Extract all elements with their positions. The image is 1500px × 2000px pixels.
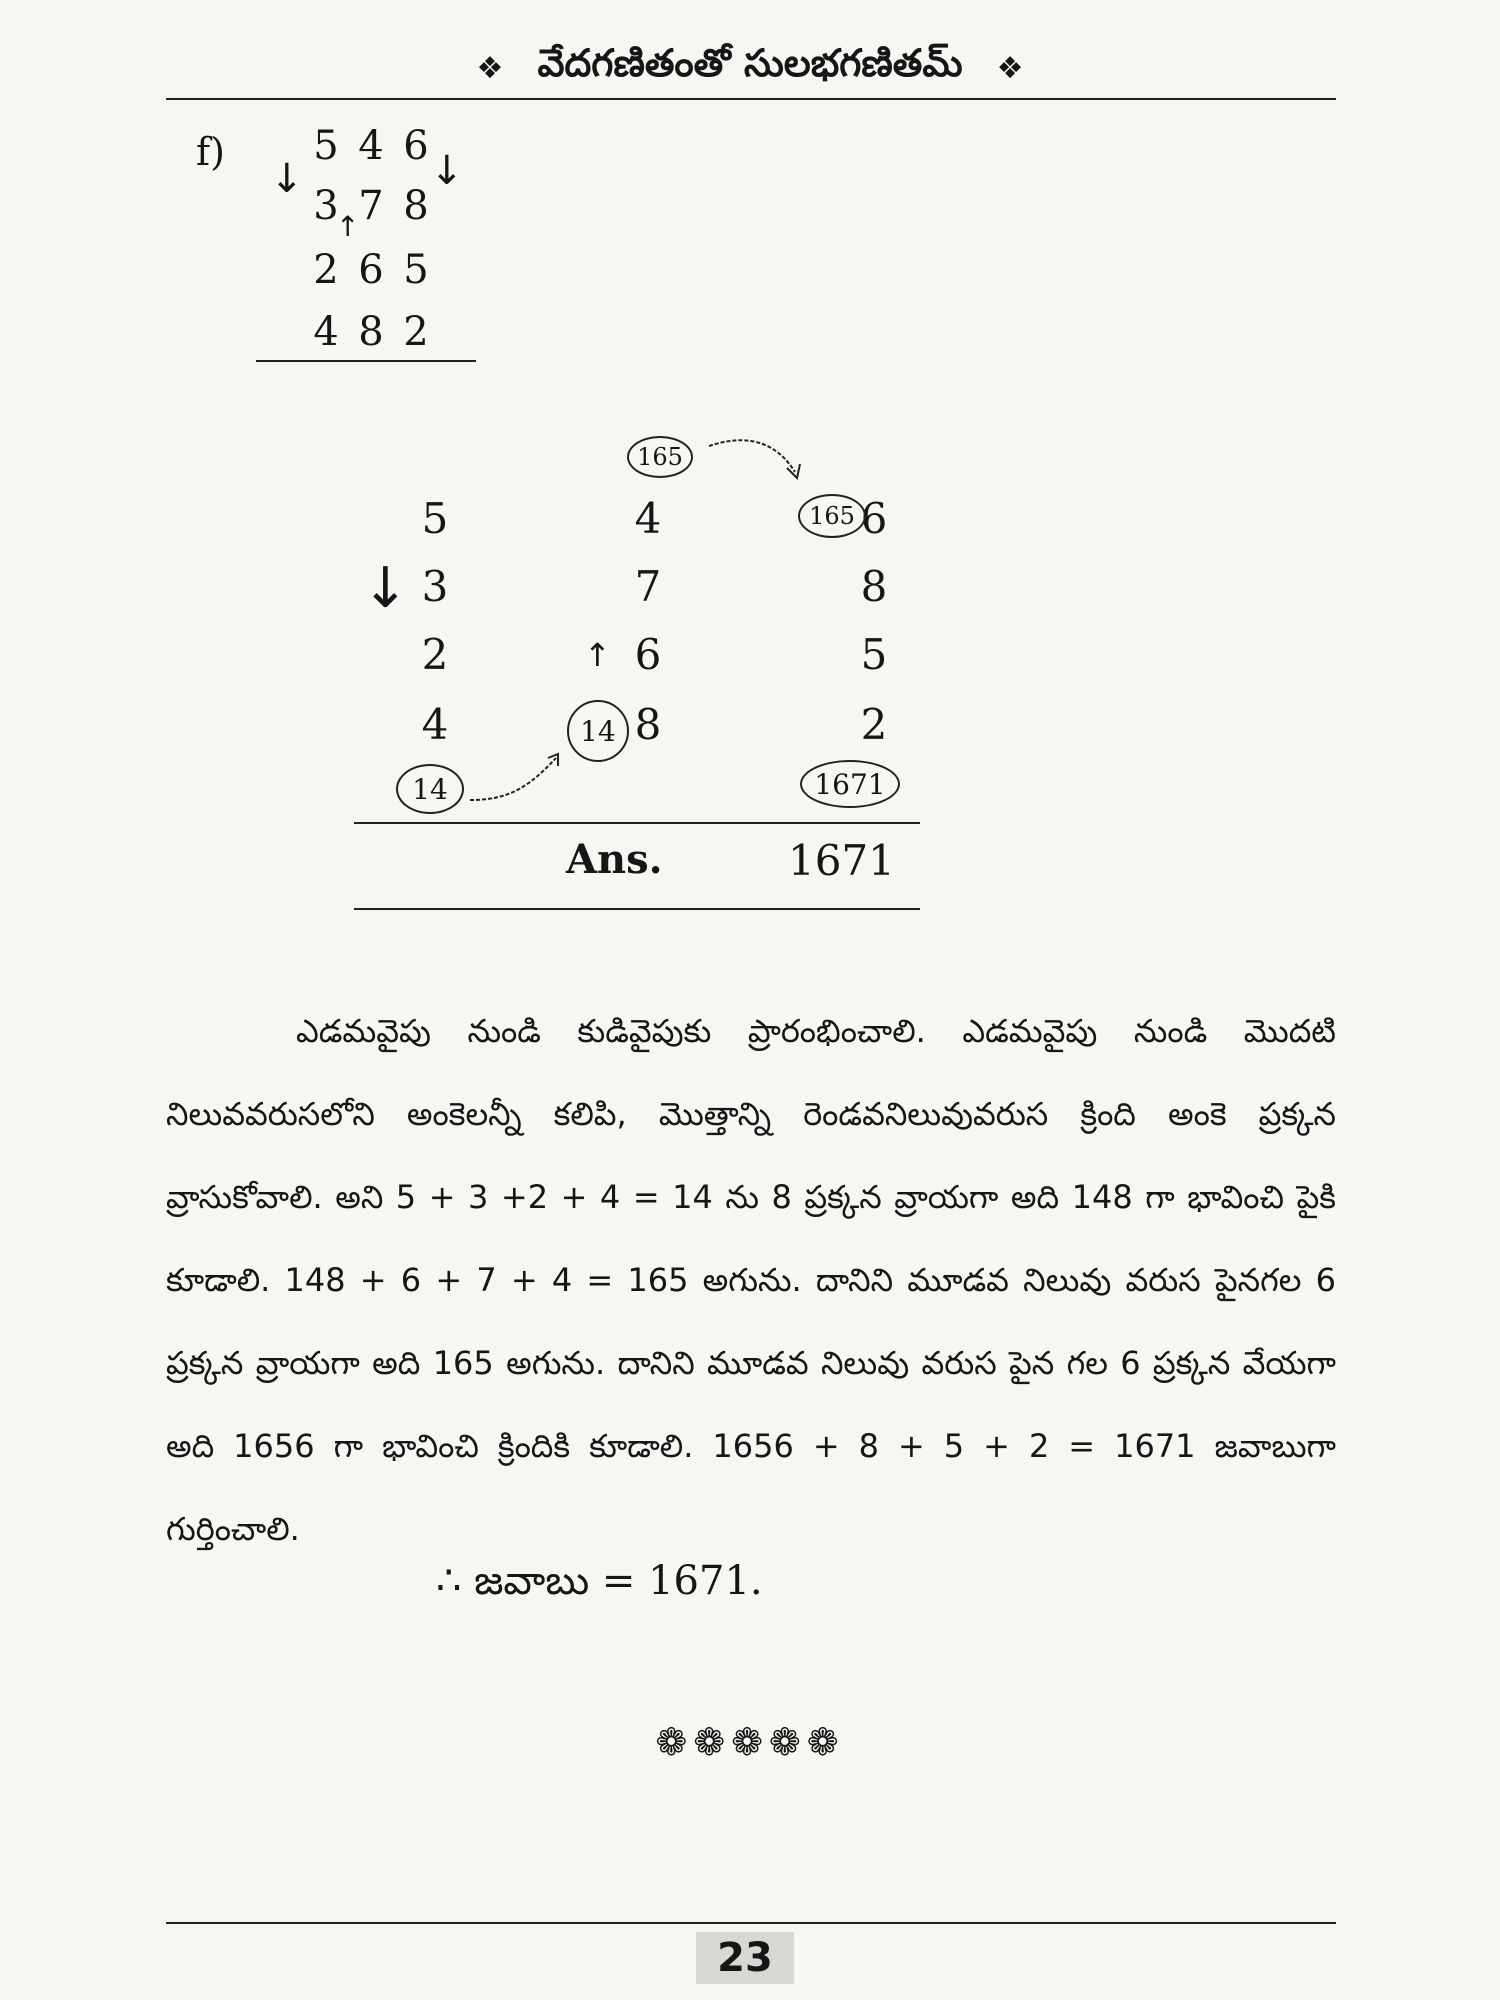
grid-digit: 4 — [421, 700, 449, 749]
grid-digit: 2 — [421, 630, 449, 679]
circled-sum-14: 14 — [396, 764, 464, 814]
grid-digit: 8 — [860, 562, 888, 611]
grid-digit: 8 — [634, 700, 662, 749]
digit: 2 — [313, 247, 339, 293]
circled-carry-165: 165 — [798, 494, 866, 538]
problem-underline — [256, 360, 476, 362]
book-title: వేదగణితంతో సులభగణితమ్ — [537, 41, 963, 85]
problem-row — [306, 246, 436, 294]
down-arrow-icon: ↓ — [430, 148, 464, 194]
running-header — [0, 40, 1500, 96]
page-number: 23 — [696, 1932, 794, 1984]
digit: 6 — [358, 247, 384, 293]
problem-row — [306, 122, 436, 170]
digit: 4 — [358, 123, 384, 169]
problem-row — [306, 182, 436, 230]
down-arrow-icon: ↓ — [270, 156, 304, 202]
circled-sum-165: 165 — [627, 436, 693, 478]
problem-row — [306, 308, 436, 356]
digit: 3 — [313, 183, 339, 229]
digit: 2 — [403, 309, 429, 355]
answer-label: Ans. — [566, 836, 663, 883]
circled-carry-14: 14 — [567, 700, 629, 762]
footer-rule — [166, 1922, 1336, 1924]
curved-arrow-icon — [705, 432, 825, 492]
grid-digit: 4 — [634, 494, 662, 543]
grid-sum-rule — [354, 822, 920, 824]
flower-ornament-icon: ❁❁❁❁❁ — [655, 1720, 845, 1764]
circled-total-1671: 1671 — [800, 760, 900, 808]
grid-digit: 2 — [860, 700, 888, 749]
grid-bottom-rule — [354, 908, 920, 910]
grid-digit: 3 — [421, 562, 449, 611]
explanation-paragraph: ఎడమవైపు నుండి కుడివైపుకు ప్రారంభించాలి. ఎడమవైపు నుండి మొదటి నిలువవరుసలోని అంకెలన్నీ కలిపి, మొత్తాన్ని రెండవనిలువువరుస క్రింది అంకె ప్రక్కన వ్రాసుకోవాలి. అని 5 + 3 +2 + 4 = 14 ను 8 ప్రక్కన వ్రాయగా అది 148 గా భావించి పైకి కూడాలి. 148 + 6 + 7 + 4 = 165 అగును. దానిని మూడవ నిలువు వరుస పైనగల 6 ప్రక్కన వ్రాయగా అది 165 అగును. దానిని మూడవ నిలువు వరుస పైన గల 6 ప్రక్కన వేయగా అది 1656 గా భావించి క్రిందికి కూడాలి. 1656 + 8 + 5 + 2 = 1671 జవాబుగా గుర్తించాలి. — [166, 1012, 1336, 1548]
up-arrow-icon: ↑ — [336, 210, 360, 243]
digit: 5 — [313, 123, 339, 169]
grid-digit: 7 — [634, 562, 662, 611]
digit: 5 — [403, 247, 429, 293]
grid-digit: 6 — [634, 630, 662, 679]
digit: 4 — [313, 309, 339, 355]
conclusion-line: ∴ జవాబు = 1671. — [436, 1558, 763, 1604]
curved-arrow-icon — [468, 748, 578, 808]
digit: 7 — [358, 183, 384, 229]
up-arrow-icon: ↑ — [584, 636, 611, 674]
header-rule — [166, 98, 1336, 100]
grid-digit: 5 — [860, 630, 888, 679]
grid-digit: 5 — [421, 494, 449, 543]
answer-value: 1671 — [788, 836, 895, 885]
ornament-right-icon: ❖ — [996, 50, 1024, 86]
down-arrow-icon: ↓ — [362, 556, 409, 621]
problem-label: f) — [196, 130, 225, 174]
ornament-left-icon: ❖ — [476, 50, 504, 86]
digit: 6 — [403, 123, 429, 169]
digit: 8 — [358, 309, 384, 355]
grid-digit: 6 — [860, 494, 888, 543]
digit: 8 — [403, 183, 429, 229]
